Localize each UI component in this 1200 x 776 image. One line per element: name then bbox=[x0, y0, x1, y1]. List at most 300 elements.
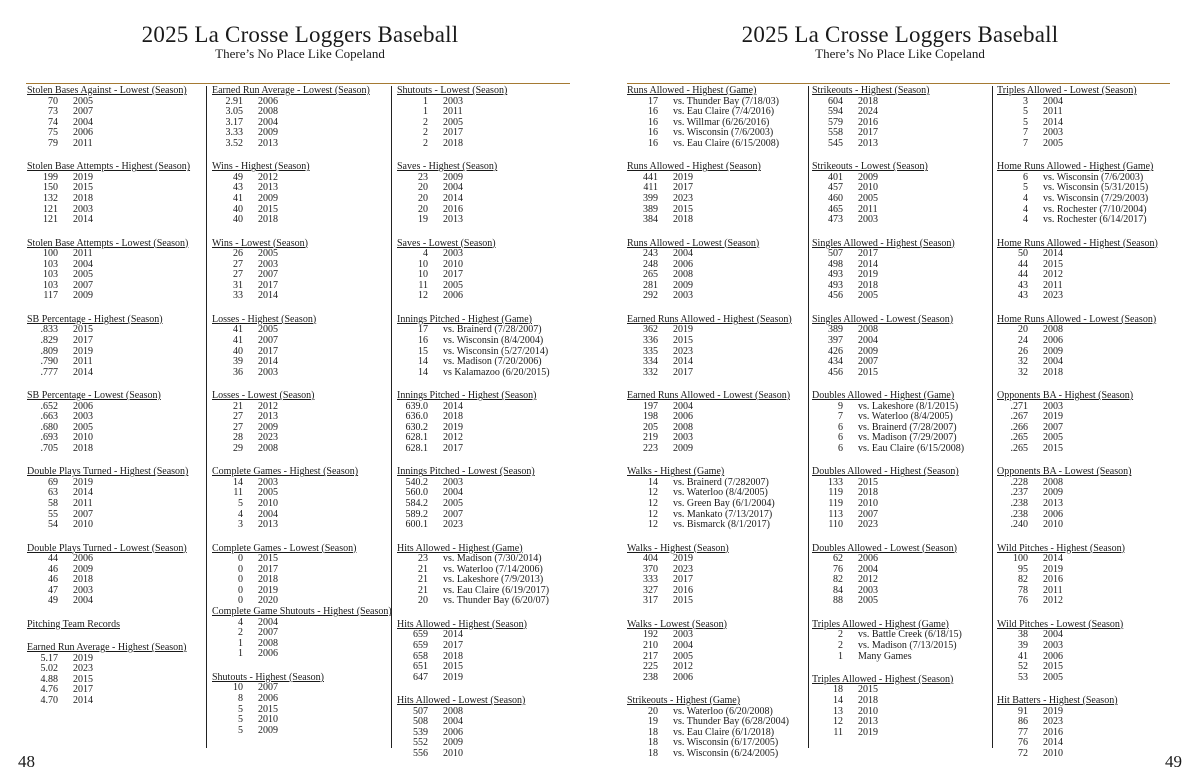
record-detail: 2007 bbox=[258, 334, 278, 346]
record-detail: 2024 bbox=[858, 106, 878, 118]
record-detail: 2005 bbox=[443, 498, 463, 510]
record-value: 6 bbox=[1023, 171, 1028, 183]
record-detail: 2008 bbox=[1043, 476, 1063, 488]
section-header: Earned Run Average - Lowest (Season) bbox=[212, 85, 370, 96]
record-detail: 2010 bbox=[73, 432, 93, 444]
record-detail: vs. Madison (7/13/2015) bbox=[858, 639, 957, 651]
record-row bbox=[627, 368, 805, 379]
section-header: Runs Allowed - Highest (Season) bbox=[627, 161, 761, 173]
record-detail: 2003 bbox=[73, 203, 93, 215]
record-value: 14 bbox=[418, 366, 428, 378]
record-section bbox=[212, 607, 390, 660]
record-value: 47 bbox=[48, 584, 58, 596]
record-detail: 2018 bbox=[258, 574, 278, 586]
record-detail: 2004 bbox=[258, 116, 278, 128]
record-detail: 2009 bbox=[1043, 345, 1063, 357]
record-value: 20 bbox=[418, 193, 428, 205]
record-value: 54 bbox=[48, 519, 58, 531]
record-section bbox=[627, 86, 805, 150]
record-detail: vs. Willmar (6/26/2016) bbox=[673, 116, 770, 128]
record-row bbox=[27, 139, 205, 150]
record-value: 33 bbox=[233, 290, 243, 302]
record-value: 103 bbox=[43, 269, 58, 281]
record-section bbox=[397, 620, 575, 684]
record-detail: 2009 bbox=[73, 290, 93, 302]
section-header: Wins - Highest (Season) bbox=[212, 161, 310, 173]
record-detail: 2018 bbox=[73, 193, 93, 205]
record-value: 3.05 bbox=[225, 106, 243, 118]
record-value: 40 bbox=[233, 203, 243, 215]
record-detail: 2005 bbox=[858, 290, 878, 302]
record-value: 26 bbox=[233, 248, 243, 260]
record-value: 210 bbox=[643, 639, 658, 651]
record-section bbox=[212, 673, 390, 737]
record-detail: 2004 bbox=[73, 595, 93, 607]
record-value: 281 bbox=[643, 279, 658, 291]
record-detail: vs. Eau Claire (6/15/2008) bbox=[858, 442, 965, 454]
record-value: 23 bbox=[418, 171, 428, 183]
record-value: 493 bbox=[828, 279, 843, 291]
record-detail: 2003 bbox=[1043, 400, 1063, 412]
record-value: 119 bbox=[828, 498, 843, 510]
record-detail: 2006 bbox=[858, 553, 878, 565]
section-header: Innings Pitched - Highest (Season) bbox=[397, 390, 537, 401]
record-section bbox=[397, 391, 575, 455]
section-header: Complete Games - Highest (Season) bbox=[212, 466, 359, 478]
record-section bbox=[812, 620, 990, 662]
record-value: .680 bbox=[40, 421, 58, 433]
record-value: 197 bbox=[643, 400, 658, 412]
record-value: .238 bbox=[1010, 498, 1028, 510]
record-detail: 2010 bbox=[1043, 747, 1063, 759]
record-detail: 2015 bbox=[1043, 258, 1063, 270]
record-detail: 2010 bbox=[858, 182, 878, 194]
record-detail: 2011 bbox=[443, 106, 463, 118]
record-detail: 2003 bbox=[258, 366, 278, 378]
record-value: 636.0 bbox=[405, 411, 428, 423]
record-value: 38 bbox=[1018, 629, 1028, 641]
record-value: 100 bbox=[1013, 553, 1028, 565]
record-value: 317 bbox=[643, 595, 658, 607]
record-section bbox=[27, 544, 205, 608]
record-value: 594 bbox=[828, 106, 843, 118]
record-value: .228 bbox=[1010, 476, 1028, 488]
record-section bbox=[997, 467, 1175, 531]
record-value: 205 bbox=[643, 421, 658, 433]
record-row bbox=[627, 596, 805, 607]
record-detail: 2003 bbox=[443, 476, 463, 488]
record-value: 4 bbox=[1023, 203, 1028, 215]
record-value: 0 bbox=[238, 584, 243, 596]
record-row bbox=[397, 520, 575, 531]
record-value: 5 bbox=[238, 498, 243, 510]
page-subtitle: There’s No Place Like Copeland bbox=[215, 46, 385, 61]
record-value: 9 bbox=[838, 400, 843, 412]
record-value: 558 bbox=[828, 127, 843, 139]
record-detail: 2012 bbox=[858, 574, 878, 586]
record-section bbox=[397, 467, 575, 531]
record-value: .833 bbox=[40, 324, 58, 336]
record-detail: 2003 bbox=[443, 248, 463, 260]
record-detail: 2020 bbox=[258, 595, 278, 607]
record-detail: 2004 bbox=[258, 508, 278, 520]
record-value: 40 bbox=[233, 214, 243, 226]
record-row bbox=[27, 520, 205, 531]
section-header: Innings Pitched - Highest (Game) bbox=[397, 313, 532, 325]
record-value: 14 bbox=[648, 476, 658, 488]
record-value: 411 bbox=[643, 182, 658, 194]
record-detail: 2005 bbox=[443, 279, 463, 291]
record-detail: 2014 bbox=[258, 290, 278, 302]
record-value: 53 bbox=[1018, 671, 1028, 683]
record-value: 44 bbox=[1018, 258, 1028, 270]
record-value: 579 bbox=[828, 116, 843, 128]
record-value: 11 bbox=[418, 279, 428, 291]
record-value: 76 bbox=[833, 563, 843, 575]
record-detail: 2016 bbox=[1043, 726, 1063, 738]
record-value: 0 bbox=[238, 595, 243, 607]
record-detail: 2013 bbox=[258, 182, 278, 194]
record-row bbox=[397, 596, 575, 607]
record-detail: vs. Thunder Bay (6/28/2004) bbox=[673, 716, 789, 728]
record-value: .240 bbox=[1010, 519, 1028, 531]
record-value: 384 bbox=[643, 214, 658, 226]
record-value: 0 bbox=[238, 563, 243, 575]
record-detail: 2015 bbox=[1043, 661, 1063, 673]
record-detail: 2015 bbox=[673, 334, 693, 346]
record-value: 327 bbox=[643, 584, 658, 596]
record-detail: 2009 bbox=[443, 171, 463, 183]
record-detail: 2004 bbox=[443, 716, 463, 728]
record-detail: vs. Brainerd (7/282007) bbox=[673, 476, 769, 488]
record-row bbox=[812, 368, 990, 379]
record-detail: 2012 bbox=[258, 400, 278, 412]
record-value: 4.76 bbox=[40, 684, 58, 696]
record-detail: 2011 bbox=[73, 137, 93, 149]
record-value: 91 bbox=[1018, 705, 1028, 717]
record-value: 117 bbox=[43, 290, 58, 302]
record-value: 12 bbox=[418, 290, 428, 302]
record-row bbox=[812, 641, 990, 652]
record-detail: vs Kalamazoo (6/20/2015) bbox=[443, 366, 550, 378]
record-value: .267 bbox=[1010, 411, 1028, 423]
record-detail: 2014 bbox=[443, 629, 463, 641]
record-row bbox=[397, 368, 575, 379]
section-header: Saves - Lowest (Season) bbox=[397, 237, 496, 249]
section-header: Saves - Highest (Season) bbox=[397, 161, 498, 173]
page-number: 49 bbox=[1165, 752, 1182, 771]
record-value: 39 bbox=[233, 356, 243, 368]
records-column bbox=[27, 86, 205, 719]
record-detail: vs. Wisconsin (6/17/2005) bbox=[673, 737, 779, 749]
record-detail: 2016 bbox=[858, 116, 878, 128]
record-value: 460 bbox=[828, 193, 843, 205]
record-section bbox=[627, 696, 805, 760]
record-value: 397 bbox=[828, 334, 843, 346]
record-detail: 2009 bbox=[1043, 487, 1063, 499]
record-value: 7 bbox=[838, 411, 843, 423]
record-detail: 2006 bbox=[73, 127, 93, 139]
record-detail: 2004 bbox=[1043, 95, 1063, 107]
record-value: 110 bbox=[828, 519, 843, 531]
record-value: 630.2 bbox=[405, 421, 428, 433]
record-detail: vs. Wisconsin (7/6/2003) bbox=[673, 127, 774, 139]
record-value: 1 bbox=[423, 95, 428, 107]
record-detail: 2009 bbox=[258, 421, 278, 433]
records-column bbox=[812, 86, 990, 751]
section-header: Double Plays Turned - Highest (Season) bbox=[27, 466, 189, 478]
record-value: 20 bbox=[418, 203, 428, 215]
record-detail: vs. Eau Claire (6/15/2008) bbox=[673, 137, 780, 149]
record-value: 651 bbox=[413, 661, 428, 673]
record-value: 32 bbox=[1018, 366, 1028, 378]
record-detail: 2006 bbox=[673, 411, 693, 423]
record-detail: 2013 bbox=[258, 137, 278, 149]
record-value: 72 bbox=[1018, 747, 1028, 759]
record-detail: 2003 bbox=[258, 476, 278, 488]
section-header: Walks - Highest (Game) bbox=[627, 466, 725, 478]
record-detail: 2015 bbox=[858, 684, 878, 696]
record-section bbox=[627, 620, 805, 684]
record-value: 0 bbox=[238, 574, 243, 586]
record-value: .777 bbox=[40, 366, 58, 378]
record-detail: 2010 bbox=[258, 498, 278, 510]
record-section bbox=[397, 239, 575, 303]
record-value: 333 bbox=[643, 574, 658, 586]
records-column bbox=[997, 86, 1175, 772]
record-detail: 2019 bbox=[673, 171, 693, 183]
record-detail: 2023 bbox=[1043, 290, 1063, 302]
section-header: Triples Allowed - Highest (Season) bbox=[812, 673, 954, 685]
record-row bbox=[27, 291, 205, 302]
record-value: 292 bbox=[643, 290, 658, 302]
record-value: 18 bbox=[833, 684, 843, 696]
record-detail: 2017 bbox=[673, 574, 693, 586]
record-detail: 2012 bbox=[673, 661, 693, 673]
record-detail: 2005 bbox=[258, 248, 278, 260]
record-detail: 2023 bbox=[858, 519, 878, 531]
record-value: 540.2 bbox=[405, 476, 428, 488]
record-row bbox=[997, 336, 1175, 347]
record-detail: 2023 bbox=[673, 193, 693, 205]
record-detail: 2011 bbox=[1043, 584, 1063, 596]
record-detail: 2014 bbox=[858, 258, 878, 270]
record-detail: 2017 bbox=[673, 182, 693, 194]
record-value: 46 bbox=[48, 574, 58, 586]
section-header: Walks - Lowest (Season) bbox=[627, 618, 728, 630]
record-detail: 2023 bbox=[1043, 716, 1063, 728]
record-value: 28 bbox=[233, 432, 243, 444]
record-detail: 2005 bbox=[1043, 671, 1063, 683]
record-detail: 2011 bbox=[73, 248, 93, 260]
record-section bbox=[997, 391, 1175, 455]
record-value: 14 bbox=[233, 476, 243, 488]
record-value: 3.52 bbox=[225, 137, 243, 149]
record-detail: 2010 bbox=[858, 498, 878, 510]
record-value: 225 bbox=[643, 661, 658, 673]
record-value: 43 bbox=[233, 182, 243, 194]
record-value: .266 bbox=[1010, 421, 1028, 433]
record-section bbox=[27, 315, 205, 379]
record-section bbox=[812, 162, 990, 226]
record-value: 19 bbox=[418, 214, 428, 226]
record-section bbox=[627, 315, 805, 379]
record-row bbox=[397, 215, 575, 226]
record-value: 3 bbox=[238, 519, 243, 531]
record-detail: 2005 bbox=[443, 116, 463, 128]
record-section bbox=[812, 391, 990, 455]
record-section bbox=[212, 467, 390, 531]
record-detail: 2015 bbox=[673, 203, 693, 215]
record-value: 456 bbox=[828, 366, 843, 378]
record-value: 399 bbox=[643, 193, 658, 205]
record-value: 493 bbox=[828, 269, 843, 281]
record-row bbox=[212, 139, 390, 150]
section-header: Doubles Allowed - Highest (Season) bbox=[812, 466, 959, 478]
record-value: .265 bbox=[1010, 442, 1028, 454]
section-header: Innings Pitched - Lowest (Season) bbox=[397, 466, 535, 478]
record-detail: 2006 bbox=[673, 258, 693, 270]
record-value: 20 bbox=[418, 595, 428, 607]
record-section bbox=[812, 675, 990, 739]
record-value: 2 bbox=[423, 116, 428, 128]
record-value: 584.2 bbox=[405, 498, 428, 510]
record-section bbox=[997, 162, 1175, 226]
record-value: 39 bbox=[1018, 639, 1028, 651]
section-header: Doubles Allowed - Lowest (Season) bbox=[812, 542, 957, 554]
record-value: .705 bbox=[40, 442, 58, 454]
record-detail: vs. Waterloo (8/4/2005) bbox=[673, 487, 768, 499]
record-row bbox=[812, 291, 990, 302]
record-detail: 2014 bbox=[443, 400, 463, 412]
record-detail: vs. Brainerd (7/28/2007) bbox=[443, 324, 542, 336]
record-detail: 2019 bbox=[258, 584, 278, 596]
record-detail: 2017 bbox=[858, 127, 878, 139]
record-row bbox=[627, 336, 805, 347]
section-header: Shutouts - Highest (Season) bbox=[212, 671, 324, 683]
record-detail: 2008 bbox=[673, 421, 693, 433]
record-section bbox=[812, 315, 990, 379]
record-detail: 2018 bbox=[443, 137, 463, 149]
record-value: 5 bbox=[238, 714, 243, 726]
record-detail: 2015 bbox=[673, 595, 693, 607]
record-detail: 2015 bbox=[73, 673, 93, 685]
record-detail: vs. Lakeshore (8/1/2015) bbox=[858, 400, 959, 412]
record-value: 628.1 bbox=[405, 442, 428, 454]
record-detail: 2018 bbox=[1043, 366, 1063, 378]
record-detail: 2015 bbox=[858, 476, 878, 488]
record-value: 100 bbox=[43, 248, 58, 260]
record-row bbox=[997, 641, 1175, 652]
record-value: 3.17 bbox=[225, 116, 243, 128]
record-detail: 2023 bbox=[673, 345, 693, 357]
record-value: 8 bbox=[238, 692, 243, 704]
record-row bbox=[27, 368, 205, 379]
record-value: 43 bbox=[1018, 290, 1028, 302]
record-detail: 2015 bbox=[858, 366, 878, 378]
section-header: SB Percentage - Highest (Season) bbox=[27, 313, 163, 325]
record-value: 12 bbox=[648, 498, 658, 510]
record-value: 248 bbox=[643, 258, 658, 270]
record-section bbox=[27, 239, 205, 303]
record-detail: 2019 bbox=[73, 171, 93, 183]
record-value: .271 bbox=[1010, 400, 1028, 412]
record-detail: 2006 bbox=[1043, 650, 1063, 662]
record-value: 659 bbox=[413, 629, 428, 641]
record-detail: 2003 bbox=[858, 584, 878, 596]
record-section bbox=[27, 620, 205, 631]
record-detail: 2003 bbox=[73, 411, 93, 423]
record-detail: 2014 bbox=[258, 356, 278, 368]
record-detail: vs. Madison (7/20/2006) bbox=[443, 356, 542, 368]
record-detail: vs. Thunder Bay (7/18/03) bbox=[673, 95, 779, 107]
record-detail: 2003 bbox=[858, 214, 878, 226]
record-section bbox=[212, 86, 390, 150]
record-detail: 2018 bbox=[73, 574, 93, 586]
record-value: 82 bbox=[833, 574, 843, 586]
record-value: 24 bbox=[1018, 334, 1028, 346]
record-row bbox=[212, 215, 390, 226]
record-value: 473 bbox=[828, 214, 843, 226]
record-value: 12 bbox=[648, 508, 658, 520]
record-value: 10 bbox=[418, 258, 428, 270]
record-detail: 2003 bbox=[673, 432, 693, 444]
record-value: 2 bbox=[838, 639, 843, 651]
section-header: Singles Allowed - Lowest (Season) bbox=[812, 313, 954, 325]
section-header: Doubles Allowed - Highest (Game) bbox=[812, 390, 955, 401]
record-value: 12 bbox=[648, 487, 658, 499]
record-value: 44 bbox=[1018, 269, 1028, 281]
record-value: 103 bbox=[43, 279, 58, 291]
section-header: Earned Run Average - Highest (Season) bbox=[27, 642, 187, 654]
record-section bbox=[627, 544, 805, 608]
record-detail: 2014 bbox=[73, 214, 93, 226]
record-detail: vs. Wisconsin (8/4/2004) bbox=[443, 334, 544, 346]
record-detail: 2003 bbox=[258, 258, 278, 270]
record-detail: 2005 bbox=[858, 595, 878, 607]
record-detail: 2009 bbox=[443, 737, 463, 749]
column-divider bbox=[992, 86, 993, 748]
record-detail: vs. Green Bay (6/1/2004) bbox=[673, 498, 775, 510]
record-value: 43 bbox=[1018, 279, 1028, 291]
record-row bbox=[997, 444, 1175, 455]
record-detail: 2013 bbox=[858, 716, 878, 728]
record-detail: 2005 bbox=[258, 487, 278, 499]
record-detail: 2007 bbox=[858, 508, 878, 520]
record-section bbox=[397, 315, 575, 379]
record-value: 77 bbox=[1018, 726, 1028, 738]
record-value: 14 bbox=[418, 356, 428, 368]
record-value: 14 bbox=[833, 695, 843, 706]
record-row bbox=[212, 368, 390, 379]
record-detail: 2017 bbox=[858, 248, 878, 260]
record-detail: 2005 bbox=[858, 193, 878, 205]
record-detail: 2006 bbox=[258, 692, 278, 704]
record-detail: 2004 bbox=[443, 182, 463, 194]
section-header: Walks - Highest (Season) bbox=[627, 542, 729, 554]
record-detail: 2015 bbox=[443, 661, 463, 673]
record-detail: 2013 bbox=[258, 411, 278, 423]
record-section bbox=[812, 239, 990, 303]
record-value: 21 bbox=[418, 563, 428, 575]
record-detail: 2017 bbox=[443, 639, 463, 651]
record-value: 2 bbox=[423, 127, 428, 139]
record-detail: 2017 bbox=[258, 345, 278, 357]
record-row bbox=[812, 139, 990, 150]
section-header: Home Runs Allowed - Highest (Game) bbox=[997, 161, 1154, 173]
record-detail: vs. Eau Claire (6/19/2017) bbox=[443, 584, 550, 596]
record-detail: 2018 bbox=[673, 214, 693, 226]
